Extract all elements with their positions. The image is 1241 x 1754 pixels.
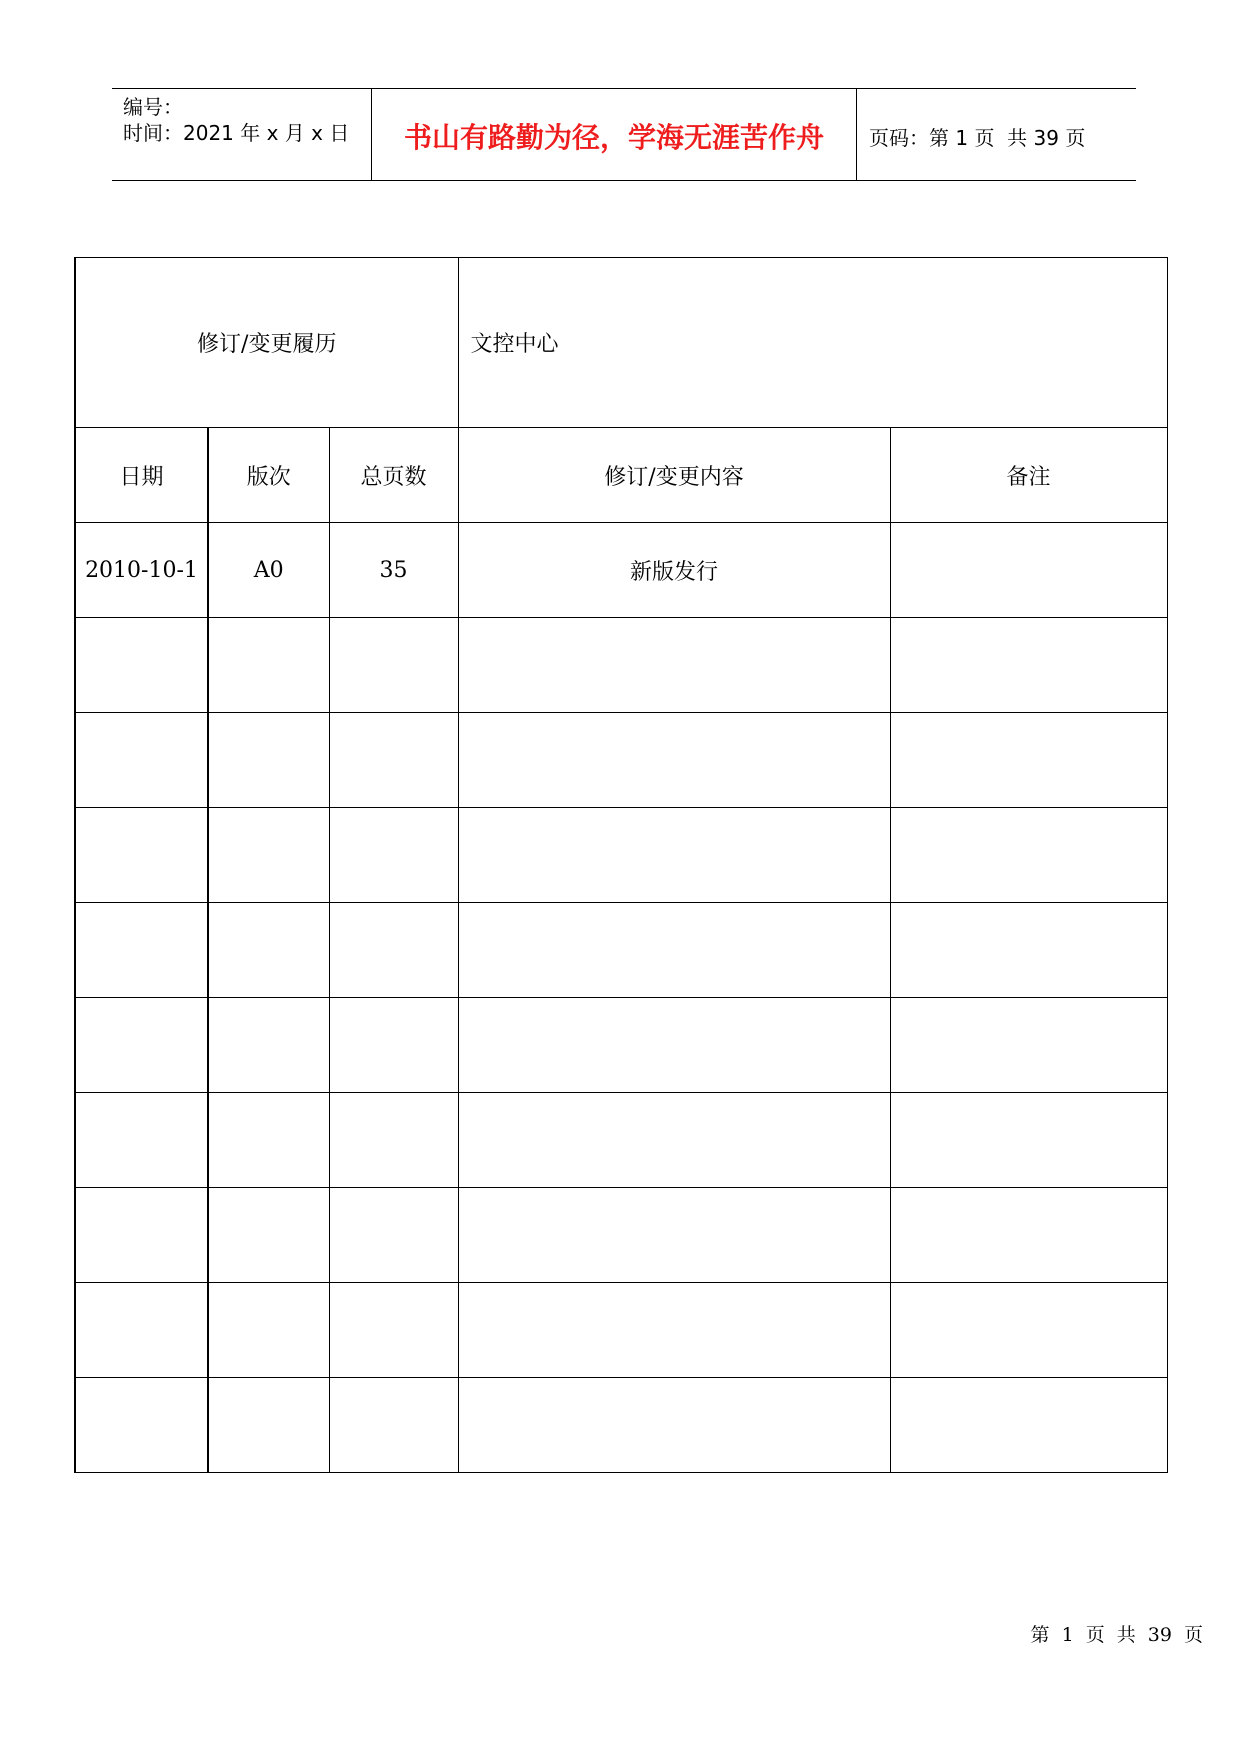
table-header-row [75, 428, 1167, 523]
cell-version [208, 1283, 329, 1378]
cell-change-content [458, 998, 890, 1093]
cell-total-pages [329, 1188, 458, 1283]
table-row [75, 1188, 1167, 1283]
cell-version [208, 808, 329, 903]
cell-total-pages [329, 1283, 458, 1378]
table-owner: 文控中心 [458, 258, 1167, 428]
column-header-date: 日期 [75, 428, 208, 523]
cell-total-pages [329, 1378, 458, 1473]
cell-change-content: 新版发行 [458, 523, 890, 618]
cell-date [75, 1188, 208, 1283]
cell-version [208, 1093, 329, 1188]
table-row [75, 1283, 1167, 1378]
cell-change-content [458, 1093, 890, 1188]
cell-remarks [890, 618, 1167, 713]
cell-total-pages: 35 [329, 523, 458, 618]
footer-page-number: 第 1 页 共 39 页 [1030, 1624, 1203, 1646]
cell-version [208, 1188, 329, 1283]
cell-date [75, 808, 208, 903]
table-row [75, 1378, 1167, 1473]
header-page-info [857, 89, 1136, 180]
cell-total-pages [329, 713, 458, 808]
table-row [75, 998, 1167, 1093]
table-title: 修订/变更履历 [75, 258, 458, 428]
cell-version [208, 713, 329, 808]
table-row [75, 523, 1167, 618]
cell-remarks [890, 1283, 1167, 1378]
column-header-version: 版次 [208, 428, 329, 523]
cell-total-pages [329, 903, 458, 998]
column-header-remarks: 备注 [890, 428, 1167, 523]
cell-total-pages [329, 808, 458, 903]
document-time: 时间：2021 年 x 月 x 日 [123, 121, 350, 145]
document-header [112, 88, 1136, 181]
cell-date [75, 1378, 208, 1473]
cell-change-content [458, 618, 890, 713]
cell-remarks [890, 1188, 1167, 1283]
document-code-label: 编号： [123, 95, 183, 119]
cell-date [75, 1093, 208, 1188]
page-footer [1031, 1620, 1211, 1647]
table-row [75, 1093, 1167, 1188]
cell-date [75, 998, 208, 1093]
cell-change-content [458, 808, 890, 903]
table-title-row [75, 258, 1167, 428]
cell-date: 2010-10-1 [75, 523, 208, 618]
cell-remarks [890, 903, 1167, 998]
cell-date [75, 903, 208, 998]
column-header-change-content: 修订/变更内容 [458, 428, 890, 523]
table-row [75, 808, 1167, 903]
page-info-text: 页码：第 1 页 共 39 页 [869, 126, 1086, 150]
table-row [75, 713, 1167, 808]
cell-date [75, 713, 208, 808]
table-row [75, 903, 1167, 998]
cell-remarks [890, 808, 1167, 903]
header-meta [112, 89, 372, 180]
table-row [75, 618, 1167, 713]
cell-change-content [458, 713, 890, 808]
cell-version [208, 618, 329, 713]
cell-total-pages [329, 618, 458, 713]
cell-change-content [458, 1188, 890, 1283]
cell-total-pages [329, 1093, 458, 1188]
cell-remarks [890, 523, 1167, 618]
revision-history-table [74, 257, 1168, 1473]
cell-total-pages [329, 998, 458, 1093]
cell-version [208, 1378, 329, 1473]
cell-version [208, 998, 329, 1093]
column-header-total-pages: 总页数 [329, 428, 458, 523]
cell-remarks [890, 998, 1167, 1093]
header-motto: 书山有路勤为径，学海无涯苦作舟 [372, 89, 857, 180]
cell-date [75, 618, 208, 713]
cell-date [75, 1283, 208, 1378]
cell-change-content [458, 1283, 890, 1378]
cell-remarks [890, 1378, 1167, 1473]
cell-change-content [458, 1378, 890, 1473]
cell-change-content [458, 903, 890, 998]
cell-remarks [890, 1093, 1167, 1188]
cell-version: A0 [208, 523, 329, 618]
cell-version [208, 903, 329, 998]
cell-remarks [890, 713, 1167, 808]
